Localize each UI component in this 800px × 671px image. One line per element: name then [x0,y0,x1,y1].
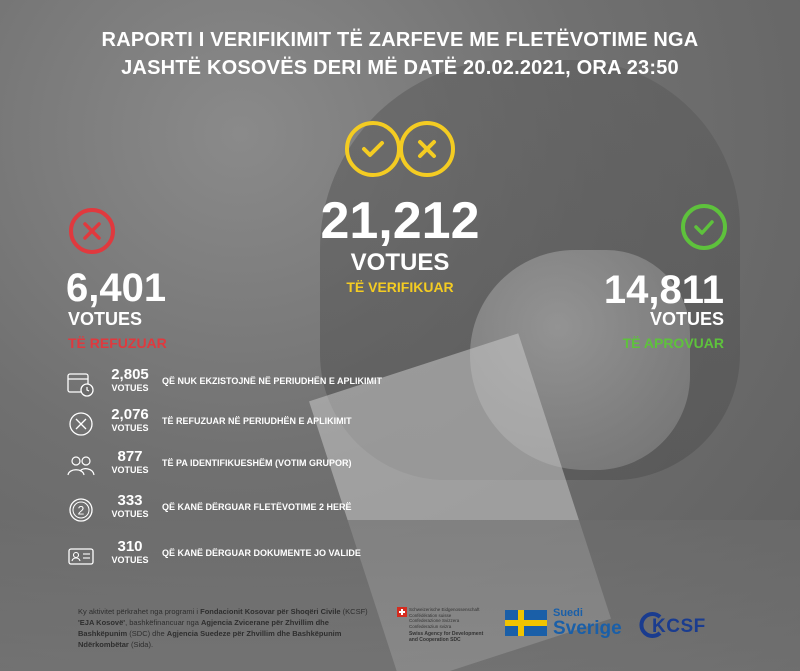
sweden-big-label: Sverige [553,618,622,639]
refused-status: TË REFUZUAR [68,335,167,351]
swiss-agency-line: Swiss Agency for Development [409,631,484,637]
calendar-clock-icon [66,369,96,399]
id-card-icon [66,541,96,571]
x-circle-icon [69,208,115,254]
number-two-icon [66,495,96,525]
approved-unit: VOTUES [649,309,724,329]
footer-bold: 'EJA Kosovë' [78,618,126,627]
sweden-flag-icon [505,610,547,636]
breakdown-row [66,367,446,403]
row-number: 333 [117,492,143,509]
svg-text:2: 2 [77,503,85,518]
footer-text: (Sida). [128,640,154,649]
swiss-agency [409,631,483,643]
verified-status: TË VERIFIKUAR [346,279,454,295]
footer-text: , bashkëfinancuar nga [125,618,201,627]
sweden-small-label: Suedi [553,607,583,619]
check-circle-icon [681,204,727,250]
row-unit: VOTUES [111,509,149,519]
sweden-logo [553,607,622,639]
kcsf-logo [638,610,728,650]
footer-bold: Agjencia Zvicerane për Zhvillim dhe Bashkëpunim [78,618,329,638]
row-number: 2,076 [111,406,149,423]
row-unit: VOTUES [111,465,149,475]
refused-unit: VOTUES [68,309,143,329]
page-title [40,26,760,82]
row-text: TË REFUZUAR NË PERIUDHËN E APLIKIMIT [162,416,352,426]
breakdown-row [66,539,446,575]
footer-text: (KCSF) [340,607,368,616]
people-group-icon [66,451,96,481]
row-number: 877 [117,448,143,465]
refused-number: 6,401 [66,266,167,310]
approved-status: TË APROVUAR [622,335,724,351]
x-circle-icon [66,409,96,439]
verified-unit: VOTUES [350,249,450,276]
swiss-flag-icon [397,607,407,617]
row-text: QË NUK EKZISTOJNË NË PERIUDHËN E APLIKIMIT [162,376,383,386]
approved-number: 14,811 [603,268,724,312]
verified-number: 21,212 [320,192,480,250]
swiss-agency-line: and Cooperation SDC [409,637,461,643]
row-unit: VOTUES [111,383,149,393]
breakdown-row [66,493,446,529]
swiss-name-line: Schweizerische Eidgenossenschaft [409,607,480,612]
title-line-2: JASHTË KOSOVËS DERI MË DATË 20.02.2021, ORA 23:50 [121,57,679,79]
footer-bold: Fondacionit Kosovar për Shoqëri Civile [200,607,341,616]
row-unit: VOTUES [111,555,149,565]
swiss-name-line: Confederazione Svizzera [409,618,460,623]
row-text: TË PA IDENTIFIKUESHËM (VOTIM GRUPOR) [162,458,352,468]
row-text: QË KANË DËRGUAR FLETËVOTIME 2 HERË [162,502,352,512]
swiss-name-line: Confédération suisse [409,612,452,618]
kcsf-label: KCSF [652,616,706,637]
swiss-names [409,607,480,629]
footer-text: Ky aktivitet përkrahet nga programi i [78,607,201,616]
swiss-name-line: Confederaziun svizra [409,623,452,629]
row-unit: VOTUES [111,423,149,433]
breakdown-row [66,449,446,485]
funding-note [78,606,378,650]
row-number: 2,805 [111,366,149,383]
x-circle-icon [399,121,455,177]
footer-bold: Agjencia Suedeze për Zhvillim dhe Bashkëpunim Ndërkombëtar [78,629,342,649]
title-line-1: RAPORTI I VERIFIKIMIT TË ZARFEVE ME FLETËVOTIME NGA [101,29,699,51]
breakdown-row [66,407,446,443]
footer-text: (SDC) dhe [127,629,167,638]
row-number: 310 [117,538,143,555]
row-text: QË KANË DËRGUAR DOKUMENTE JO VALIDE [162,548,361,558]
check-circle-icon [345,121,401,177]
